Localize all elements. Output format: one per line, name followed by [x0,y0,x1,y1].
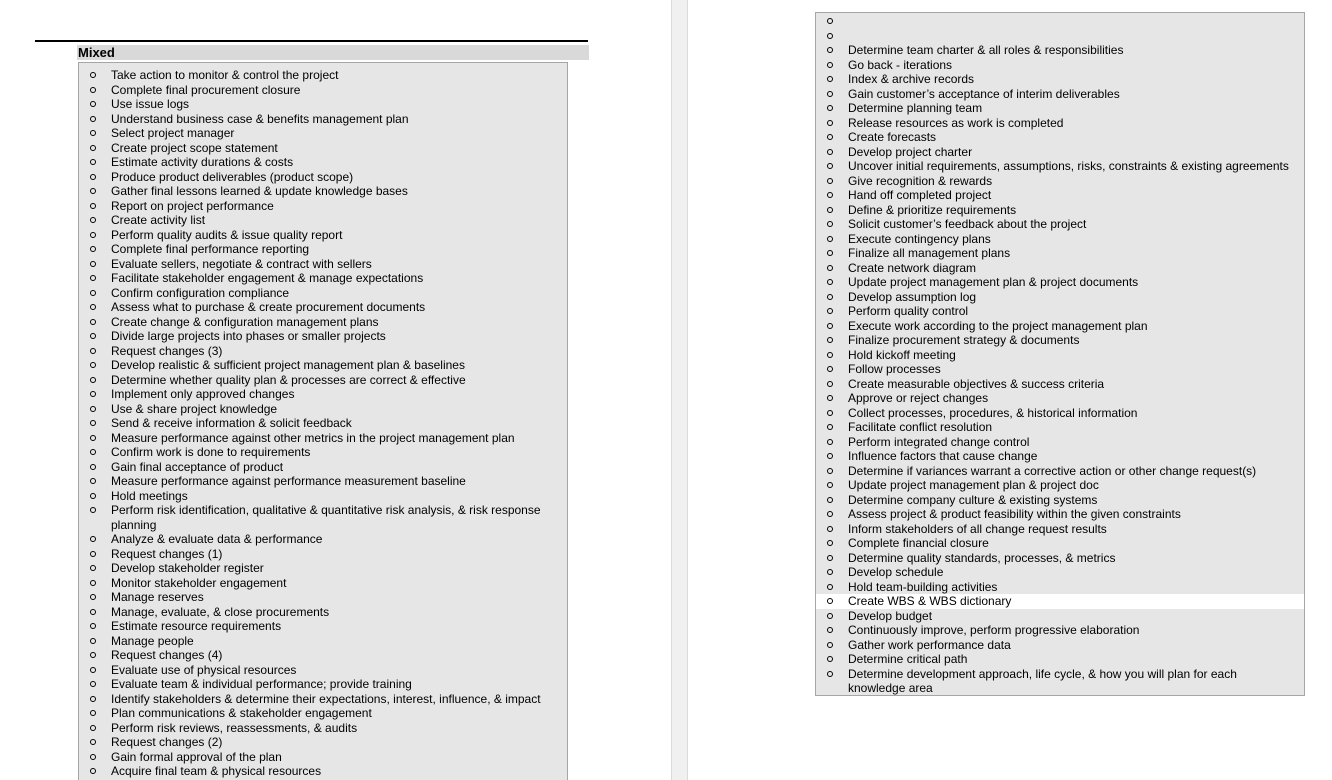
bullet-circle-icon [90,725,96,731]
bullet-circle-icon [90,174,96,180]
list-item-text: Gather work performance data [848,637,1011,652]
list-item [79,402,567,417]
bullet-circle-icon [827,540,833,546]
list-item-text: Evaluate sellers, negotiate & contract with sellers [111,256,372,271]
list-item-text: Gain formal approval of the plan [111,749,282,764]
bullet-circle-icon [827,250,833,256]
list-item-text: Assess what to purchase & create procurement documents [111,300,426,314]
bullet-circle-icon [827,453,833,459]
bullet-circle-icon [827,279,833,285]
list-item [816,14,1304,29]
list-item [816,638,1304,653]
bullet-circle-icon [827,76,833,82]
list-item [816,261,1304,276]
list-item-text: Understand business case & benefits management plan [111,111,409,126]
list-item-text: Perform integrated change control [848,434,1030,449]
bullet-circle-icon [90,377,96,383]
bullet-circle-icon [90,188,96,194]
list-item-text: Create WBS & WBS dictionary [848,594,1012,608]
list-item [79,242,567,257]
bullet-circle-icon [827,627,833,633]
list-item-text: Evaluate team & individual performance; provide training [111,677,412,691]
list-item [79,184,567,199]
bullet-circle-icon [90,435,96,441]
list-item-text: Facilitate conflict resolution [848,420,993,434]
list-item-text: Complete financial closure [848,536,989,550]
list-item-text: Use & share project knowledge [111,401,278,416]
bullet-circle-icon [90,203,96,209]
bullet-circle-icon [827,294,833,300]
list-item-text: Perform quality audits & issue quality report [111,227,343,242]
list-item [816,58,1304,73]
bullet-circle-icon [827,511,833,517]
bullet-circle-icon [90,652,96,658]
list-item-text: Create forecasts [848,130,937,144]
bullet-circle-icon [827,526,833,532]
list-item [79,155,567,170]
list-item [79,634,567,649]
list-item [79,735,567,750]
list-item-text: Select project manager [111,126,235,140]
list-item [816,232,1304,247]
bullet-circle-icon [827,366,833,372]
bullet-circle-icon [827,352,833,358]
bullet-circle-icon [90,130,96,136]
list-item [816,362,1304,377]
list-item [816,652,1304,667]
list-item-text: Finalize all management plans [848,246,1011,260]
list-item [79,663,567,678]
bullet-circle-icon [90,275,96,281]
list-item [79,547,567,562]
list-item-text: Complete final performance reporting [111,242,310,256]
list-item [79,489,567,504]
list-item-text: Update project management plan & project documents [848,275,1139,289]
bullet-circle-icon [827,105,833,111]
bullet-circle-icon [827,47,833,53]
bullet-circle-icon [90,768,96,774]
list-item-text: Perform risk reviews, reassessments, & audits [111,720,358,735]
list-item [79,576,567,591]
bullet-circle-icon [90,391,96,397]
bullet-circle-icon [827,207,833,213]
list-item [816,420,1304,435]
list-item-text: Develop schedule [848,565,944,579]
bullet-circle-icon [90,101,96,107]
list-item [816,333,1304,348]
bullet-circle-icon [90,696,96,702]
list-item-text: Develop assumption log [848,289,977,304]
list-item-text: Take action to monitor & control the project [111,68,339,82]
bullet-circle-icon [90,116,96,122]
list-item [816,377,1304,392]
list-item [79,764,567,779]
bullet-circle-icon [827,265,833,271]
bullet-circle-icon [90,507,96,513]
list-item-text: Report on project performance [111,198,274,213]
list-item [816,43,1304,58]
list-item [79,358,567,373]
bullet-circle-icon [90,580,96,586]
list-item [79,141,567,156]
list-item-text: Create network diagram [848,260,977,275]
bullet-circle-icon [90,217,96,223]
list-item [79,561,567,576]
list-item [79,257,567,272]
list-item [816,667,1304,696]
list-item-text: Plan communications & stakeholder engagement [111,706,372,720]
list-item [816,406,1304,421]
bullet-circle-icon [827,62,833,68]
bullet-circle-icon [827,221,833,227]
list-item [816,72,1304,87]
bullet-circle-icon [827,468,833,474]
bullet-circle-icon [90,551,96,557]
list-item [816,478,1304,493]
list-item [816,565,1304,580]
list-item-text: Gain customer’s acceptance of interim deliverables [848,86,1120,101]
list-item-text: Determine if variances warrant a corrective action or other change request(s) [848,463,1257,478]
bullet-circle-icon [827,424,833,430]
list-item-text: Gather final lessons learned & update knowledge bases [111,184,408,198]
bullet-circle-icon [90,319,96,325]
bullet-list-left [78,62,568,780]
bullet-circle-icon [827,178,833,184]
bullet-circle-icon [90,420,96,426]
list-item-text: Request changes (2) [111,735,223,749]
list-item-text: Approve or reject changes [848,391,989,405]
list-item [816,275,1304,290]
bullet-circle-icon [90,478,96,484]
list-item-text: Create change & configuration management plans [111,314,379,329]
list-item-text: Create project scope statement [111,140,278,155]
bullet-circle-icon [827,149,833,155]
list-item [79,619,567,634]
bullet-circle-icon [90,710,96,716]
bullet-circle-icon [90,145,96,151]
page-gutter [671,0,688,780]
bullet-circle-icon [827,642,833,648]
list-item-text: Determine team charter & all roles & responsibilities [848,43,1124,57]
list-item [816,290,1304,305]
horizontal-rule [35,40,588,42]
list-item-text: Complete final procurement closure [111,82,301,97]
list-item [816,348,1304,363]
list-item [79,315,567,330]
list-item-text: Measure performance against performance measurement baseline [111,474,466,488]
bullet-circle-icon [90,493,96,499]
list-item [79,344,567,359]
list-item [79,83,567,98]
bullet-circle-icon [827,671,833,677]
bullet-circle-icon [90,681,96,687]
list-item-text: Gain final acceptance of product [111,459,284,474]
list-item-text: Uncover initial requirements, assumptions, risks, constraints & existing agreements [848,159,1289,173]
list-item [79,692,567,707]
bullet-circle-icon [827,120,833,126]
bullet-circle-icon [827,613,833,619]
list-item-text: Create measurable objectives & success criteria [848,376,1105,391]
list-item-text: Continuously improve, perform progressive elaboration [848,623,1140,637]
list-item [79,300,567,315]
list-item [79,532,567,547]
bullet-circle-icon [90,348,96,354]
bullet-circle-icon [827,381,833,387]
bullet-circle-icon [827,497,833,503]
list-item-text: Determine critical path [848,652,968,666]
list-item [816,174,1304,189]
list-item-text: Give recognition & rewards [848,173,993,188]
list-item [816,130,1304,145]
list-item [816,609,1304,624]
list-item-text: Develop project charter [848,144,973,159]
bullet-circle-icon [90,362,96,368]
bullet-list-right [815,12,1305,696]
list-item-text: Estimate resource requirements [111,619,282,633]
bullet-circle-icon [827,323,833,329]
list-item-text: Monitor stakeholder engagement [111,575,287,590]
bullet-circle-icon [827,656,833,662]
bullet-circle-icon [827,308,833,314]
bullet-circle-icon [827,410,833,416]
list-item-text: Perform quality control [848,304,969,318]
bullet-circle-icon [90,87,96,93]
list-item-text: Perform risk identification, qualitative & quantitative risk analysis, & risk response planning [111,503,541,532]
list-item [79,416,567,431]
list-item-text: Confirm work is done to requirements [111,445,311,459]
list-item [816,145,1304,160]
bullet-circle-icon [90,304,96,310]
bullet-circle-icon [90,739,96,745]
bullet-circle-icon [827,33,833,39]
list-item [816,464,1304,479]
list-item-text: Go back - iterations [848,57,953,72]
bullet-circle-icon [90,449,96,455]
bullet-circle-icon [90,754,96,760]
bullet-circle-icon [90,333,96,339]
list-item [816,507,1304,522]
list-item-text: Facilitate stakeholder engagement & manage expectations [111,271,424,285]
list-item [79,431,567,446]
list-item-text: Confirm configuration compliance [111,285,290,300]
bullet-circle-icon [90,261,96,267]
list-item [816,29,1304,44]
list-item-text: Request changes (4) [111,648,223,662]
list-item [79,373,567,388]
list-item [79,68,567,83]
section-heading: Mixed [77,45,589,60]
list-item-text: Hold kickoff meeting [848,347,956,362]
list-item [79,213,567,228]
list-item [79,648,567,663]
list-item [79,112,567,127]
list-item-text: Hold team-building activities [848,579,998,594]
list-item-text: Analyze & evaluate data & performance [111,532,323,546]
list-item-text: Influence factors that cause change [848,449,1038,463]
list-item-text: Assess project & product feasibility within the given constraints [848,507,1181,521]
list-item-text: Hold meetings [111,488,188,503]
bullet-circle-icon [90,623,96,629]
list-item [79,503,567,532]
list-item-text: Manage, evaluate, & close procurements [111,604,330,619]
bullet-circle-icon [90,464,96,470]
list-item [816,580,1304,595]
list-item [79,271,567,286]
list-item [816,594,1304,609]
document-page-right [688,0,1332,780]
list-item-text: Estimate activity durations & costs [111,155,294,169]
bullet-circle-icon [90,406,96,412]
bullet-circle-icon [827,555,833,561]
list-item [79,460,567,475]
list-item-text: Follow processes [848,362,941,376]
bullet-circle-icon [827,192,833,198]
list-item [79,706,567,721]
bullet-circle-icon [827,482,833,488]
list-item-text: Request changes (3) [111,343,223,358]
bullet-circle-icon [827,598,833,604]
bullet-circle-icon [90,246,96,252]
list-item-text: Collect processes, procedures, & historical information [848,405,1138,420]
list-item [79,605,567,620]
bullet-circle-icon [827,395,833,401]
bullet-circle-icon [90,667,96,673]
list-item [79,228,567,243]
list-item [816,116,1304,131]
list-item [79,677,567,692]
bullet-circle-icon [90,536,96,542]
list-item [816,101,1304,116]
list-item-text: Index & archive records [848,72,975,86]
list-item [79,474,567,489]
list-item-text: Develop realistic & sufficient project management plan & baselines [111,358,465,372]
bullet-circle-icon [827,236,833,242]
list-item [816,246,1304,261]
bullet-circle-icon [827,18,833,24]
list-item [816,203,1304,218]
list-item-text: Use issue logs [111,97,190,111]
list-item [79,126,567,141]
list-item-text: Determine planning team [848,101,983,115]
list-item-text: Define & prioritize requirements [848,202,1017,217]
list-item-text: Finalize procurement strategy & documents [848,333,1080,347]
list-item-text: Develop budget [848,608,933,623]
list-item [816,493,1304,508]
list-item-text: Divide large projects into phases or smaller projects [111,329,386,343]
list-item-text: Determine quality standards, processes, & metrics [848,550,1116,565]
list-item [816,304,1304,319]
list-item [79,199,567,214]
list-item [79,590,567,605]
list-item [816,319,1304,334]
bullet-circle-icon [827,569,833,575]
bullet-circle-icon [90,609,96,615]
list-item-text: Develop stakeholder register [111,561,264,575]
list-item [816,435,1304,450]
list-item-text: Identify stakeholders & determine their expectations, interest, influence, & impact [111,691,541,706]
list-item-text: Request changes (1) [111,546,223,561]
list-item-text: Implement only approved changes [111,387,295,401]
list-item [79,170,567,185]
bullet-circle-icon [827,91,833,97]
bullet-circle-icon [827,584,833,590]
list-item [79,387,567,402]
list-item [816,217,1304,232]
list-item [816,391,1304,406]
list-item [816,159,1304,174]
list-item [816,449,1304,464]
bullet-circle-icon [827,163,833,169]
bullet-circle-icon [90,638,96,644]
list-item [816,87,1304,102]
list-item-text: Evaluate use of physical resources [111,662,297,677]
list-item-text: Acquire final team & physical resources [111,764,322,778]
list-item-text: Release resources as work is completed [848,115,1064,130]
bullet-circle-icon [90,594,96,600]
list-item-text: Manage reserves [111,590,204,604]
list-item-text: Hand off completed project [848,188,992,202]
list-item [816,551,1304,566]
list-item [79,97,567,112]
bullet-circle-icon [90,159,96,165]
list-item-text: Manage people [111,633,194,648]
list-item-text: Determine whether quality plan & processes are correct & effective [111,372,466,387]
list-item [79,750,567,765]
bullet-circle-icon [90,290,96,296]
list-item [816,188,1304,203]
list-item-text: Measure performance against other metrics in the project management plan [111,430,515,445]
list-item-text: Inform stakeholders of all change request results [848,521,1107,536]
list-item-text: Execute work according to the project management plan [848,318,1148,333]
bullet-circle-icon [827,337,833,343]
bullet-circle-icon [90,72,96,78]
bullet-circle-icon [90,232,96,238]
bullet-circle-icon [827,134,833,140]
list-item [79,721,567,736]
list-item [79,286,567,301]
list-item-text: Determine company culture & existing systems [848,492,1098,507]
list-item [79,445,567,460]
list-item-text: Update project management plan & project doc [848,478,1099,492]
list-item [79,329,567,344]
list-item-text: Produce product deliverables (product scope) [111,169,354,184]
list-item-text: Create activity list [111,213,206,227]
list-item-text: Send & receive information & solicit feedback [111,416,352,430]
list-item-text: Determine development approach, life cycle, & how you will plan for each knowledge area [848,666,1237,695]
list-item-text: Solicit customer’s feedback about the project [848,217,1087,231]
list-item-text: Execute contingency plans [848,231,991,246]
bullet-circle-icon [90,565,96,571]
list-item [816,522,1304,537]
bullet-circle-icon [827,439,833,445]
list-item [816,536,1304,551]
list-item [816,623,1304,638]
